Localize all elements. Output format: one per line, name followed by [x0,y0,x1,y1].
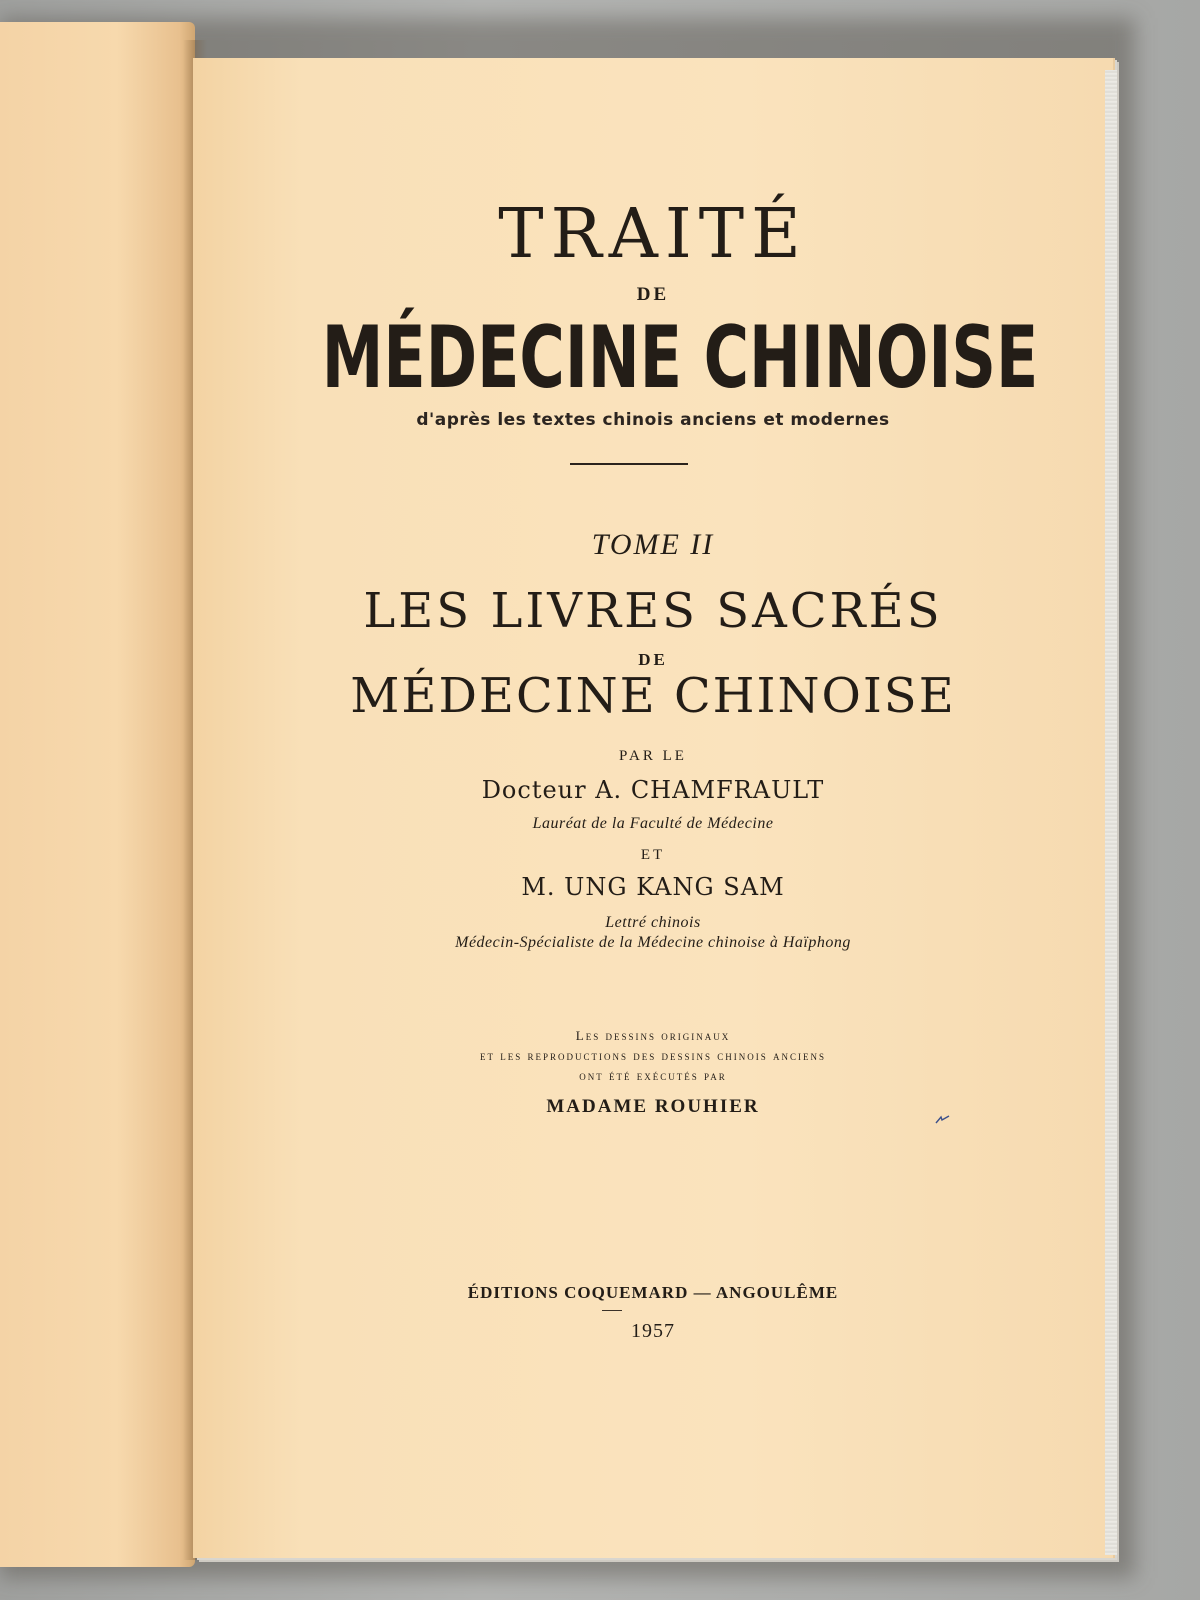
title-subtitle: d'après les textes chinois anciens et modernes [416,410,890,430]
publisher-name: ÉDITIONS COQUEMARD — ANGOULÊME [467,1283,839,1302]
illustrator-name: MADAME ROUHIER [546,1096,760,1117]
author1-description: Lauréat de la Faculté de Médecine [532,815,774,832]
tome-de: DE [638,650,668,669]
left-page [0,22,195,1567]
author2-name: M. UNG KANG SAM [521,873,785,901]
tome-title-line2: MÉDECINE CHINOISE [350,668,956,724]
author2-description-1: Lettré chinois [605,914,701,931]
illustrations-line3: ont été exécutés par [579,1068,727,1083]
authors-par-le: PAR LE [619,748,687,764]
publisher-rule [602,1310,622,1311]
pen-mark-icon [935,1113,951,1125]
publication-year: 1957 [631,1320,675,1342]
illustrations-line1: Les dessins originaux [575,1028,731,1043]
title-traite: TRAITÉ [498,195,808,274]
title-de: DE [636,284,670,305]
tome-title-line1: LES LIVRES SACRÉS [363,583,943,639]
authors-et: ET [640,847,666,863]
illustrations-line2: et les reproductions des dessins chinois anciens [479,1048,827,1063]
tome-label: TOME II [591,528,715,561]
author1-name: Docteur A. CHAMFRAULT [481,776,825,804]
author2-description-2: Médecin-Spécialiste de la Médecine chinoise à Haïphong [455,934,851,951]
title-page [193,58,1113,1558]
title-rule [570,463,688,465]
title-main: MÉDECINE CHINOISE [321,308,1039,408]
